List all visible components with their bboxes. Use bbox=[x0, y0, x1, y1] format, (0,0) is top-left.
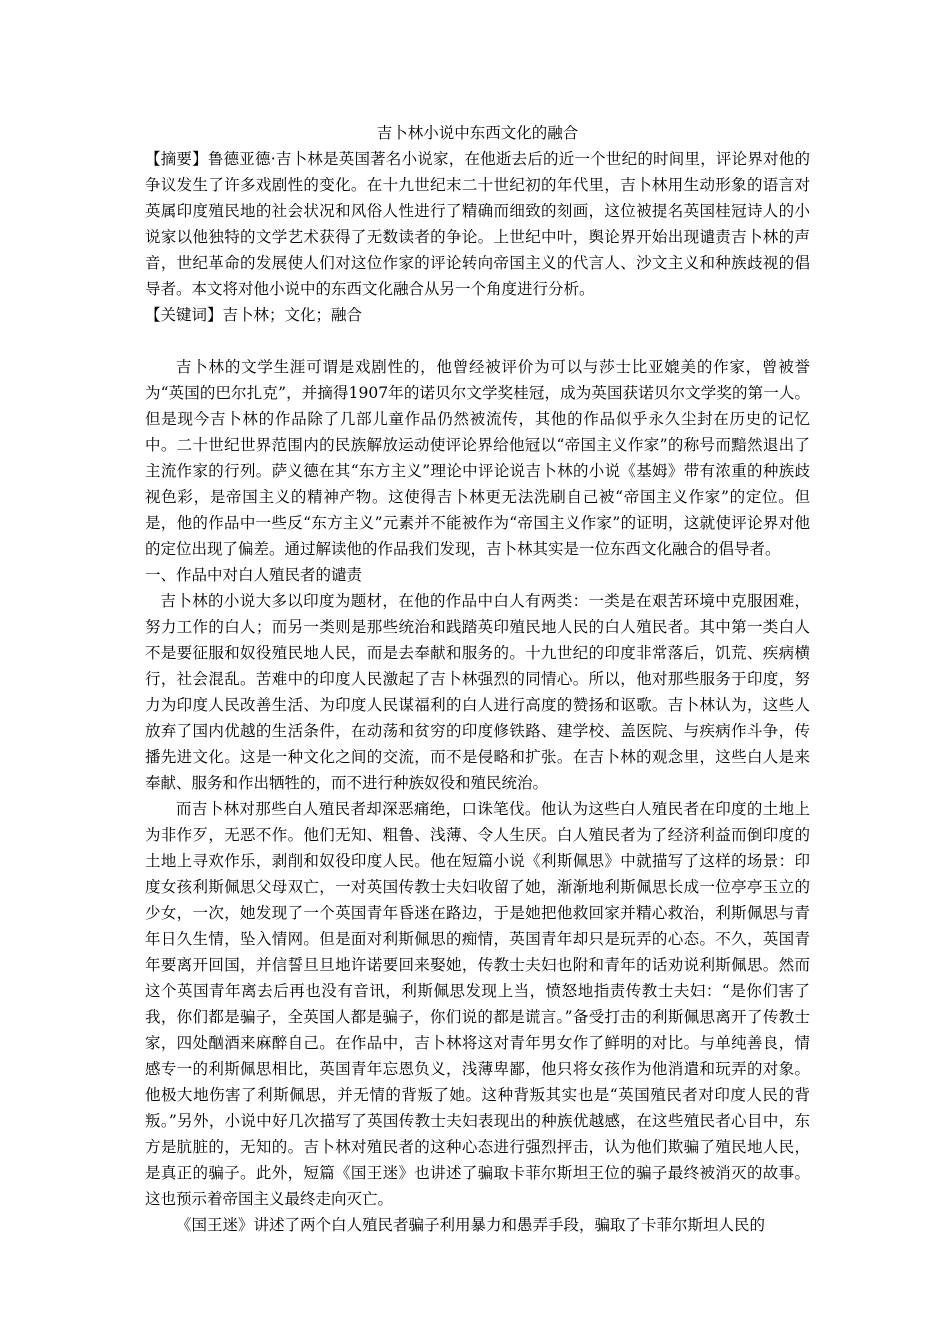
body-paragraph: 《国王迷》讲述了两个白人殖民者骗子利用暴力和愚弄手段，骗取了卡菲尔斯坦人民的 bbox=[176, 1216, 766, 1234]
section-heading: 一、作品中对白人殖民者的谴责 bbox=[145, 566, 363, 584]
abstract: 【摘要】鲁德亚德·吉卜林是英国著名小说家，在他逝去后的近一个世纪的时间里，评论界对他的争议发生了许多戏剧性的变化。在十九世纪末二十世纪初的年代里，吉卜林用生动形象的语言对英属印度殖民地的社会状况和风俗人性进行了精确而细致的刻画，这位被提名英国桂冠诗人的小说家以他独特的文学艺术获得了无数读者的争论。上世纪中叶，舆论界开始出现谴责吉卜林的声音，世纪革命的发展使人们对这位作家的评论转向帝国主义的代言人、沙文主义和种族歧视的倡导者。本文将对他小说中的东西文化融合从另一个角度进行分析。 bbox=[145, 150, 810, 298]
document-title: 吉卜林小说中东西文化的融合 bbox=[376, 124, 579, 142]
keywords: 【关键词】吉卜林；文化；融合 bbox=[145, 306, 363, 324]
intro-paragraph: 吉卜林的文学生涯可谓是戏剧性的，他曾经被评价为可以与莎士比亚媲美的作家，曾被誉为“英国的巴尔扎克”，并摘得1907年的诺贝尔文学奖桂冠，成为英国获诺贝尔文学奖的第一人。但是现今吉卜林的作品除了几部儿童作品仍然被流传，其他的作品似乎永久尘封在历史的记忆中。二十世纪世界范围内的民族解放运动使评论界给他冠以“帝国主义作家”的称号而黯然退出了主流作家的行列。萨义德在其“东方主义”理论中评论说吉卜林的小说《基姆》带有浓重的种族歧视色彩，是帝国主义的精神产物。这使得吉卜林更无法洗刷自己被“帝国主义作家”的定位。但是，他的作品中一些反“东方主义”元素并不能被作为“帝国主义作家”的证明，这就使评论界对他的定位出现了偏差。通过解读他的作品我们发现，吉卜林其实是一位东西文化融合的倡导者。 bbox=[145, 358, 810, 558]
document-page bbox=[145, 120, 810, 1238]
body-paragraph: 而吉卜林对那些白人殖民者却深恶痛绝，口诛笔伐。他认为这些白人殖民者在印度的土地上为非作歹，无恶不作。他们无知、粗鲁、浅薄、令人生厌。白人殖民者为了经济利益而倒印度的土地上寻欢作乐，剥削和奴役印度人民。他在短篇小说《利斯佩思》中就描写了这样的场景：印度女孩利斯佩思父母双亡，一对英国传教士夫妇收留了她，渐渐地利斯佩思长成一位亭亭玉立的少女，一次，她发现了一个英国青年昏迷在路边，于是她把他救回家并精心救治，利斯佩思与青年日久生情，坠入情网。但是面对利斯佩思的痴情，英国青年却只是玩弄的心态。不久，英国青年要离开回国，并信誓旦旦地许诺要回来娶她，传教士夫妇也附和青年的话劝说利斯佩思。然而这个英国青年离去后再也没有音讯，利斯佩思发现上当，愤怒地指责传教士夫妇：“是你们害了我，你们都是骗子，全英国人都是骗子，你们说的都是谎言。”备受打击的利斯佩思离开了传教士家，四处酗酒来麻醉自己。在作品中，吉卜林将这对青年男女作了鲜明的对比。与单纯善良，情感专一的利斯佩思相比，英国青年忘恩负义，浅薄卑鄙，他只将女孩作为他消遣和玩弄的对象。他极大地伤害了利斯佩思，并无情的背叛了她。这种背叛其实也是“英国殖民者对印度人民的背叛。”另外，小说中好几次描写了英国传教士夫妇表现出的种族优越感，在这些殖民者心目中，东方是肮脏的，无知的。吉卜林对殖民者的这种心态进行强烈抨击，认为他们欺骗了殖民地人民，是真正的骗子。此外，短篇《国王迷》也讲述了骗取卡菲尔斯坦王位的骗子最终被消灭的故事。这也预示着帝国主义最终走向灭亡。 bbox=[145, 800, 810, 1208]
body-paragraph: 吉卜林的小说大多以印度为题材，在他的作品中白人有两类：一类是在艰苦环境中克服困难，努力工作的白人；而另一类则是那些统治和践踏英印殖民地人民的白人殖民者。其中第一类白人不是要征服和奴役殖民地人民，而是去奉献和服务的。十九世纪的印度非常落后，饥荒、疾病横行，社会混乱。苦难中的印度人民激起了吉卜林强烈的同情心。所以，他对那些服务于印度，努力为印度人民改善生活、为印度人民谋福利的白人进行高度的赞扬和讴歌。吉卜林认为，这些人放弃了国内优越的生活条件，在动荡和贫穷的印度修铁路、建学校、盖医院、与疾病作斗争，传播先进文化。这是一种文化之间的交流，而不是侵略和扩张。在吉卜林的观念里，这些白人是来奉献、服务和作出牺牲的，而不进行种族奴役和殖民统治。 bbox=[145, 592, 810, 792]
blank-line bbox=[145, 328, 810, 354]
